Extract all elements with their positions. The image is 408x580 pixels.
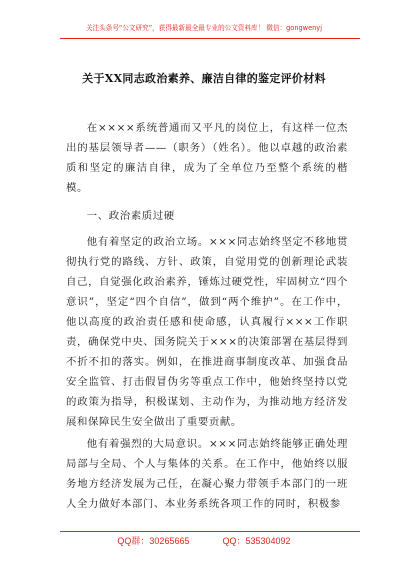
paragraph-overall-awareness: 他有着强烈的大局意识。×××同志始终能够正确处理局部与全局、个人与集体的关系。在工作中，他始终以服务地方经济发展为己任，在凝心聚力带领手本部门的一班人全力做好本部门、本业务系统各项工作的同时，积极参 bbox=[66, 438, 348, 510]
document-title: 关于XX同志政治素养、廉洁自律的鉴定评价材料 bbox=[82, 72, 326, 85]
paragraph-political-stance: 他有着坚定的政治立场。×××同志始终坚定不移地贯彻执行党的路线、方针、政策，自觉用党的创新理论武装自己，自觉强化政治素养，锤炼过硬党性，牢固树立“四个意识”，坚定“四个自信”，做到“两个维护”。在工作中，他以高度的政治责任感和使命感，认真履行×××工作职责，确保党中央、国务院关于×××的决策部署在基层得到不折不扣的落实。例如，在推进商事制度改革、加强食品安全监管、打击假冒伪劣等重点工作中，他始终坚持以党的政策为指导，积极谋划、主动作为，为推动地方经济发展和保障民生安全做出了重要贡献。 bbox=[66, 236, 348, 428]
footer-contact bbox=[0, 534, 408, 547]
section-heading-political: 一、政治素质过硬 bbox=[86, 210, 175, 222]
footer-qq-group: QQ群：30265665 bbox=[117, 536, 190, 546]
footer-divider bbox=[60, 531, 360, 532]
intro-paragraph: 在××××系统普通而又平凡的岗位上，有这样一位杰出的基层领导者——（职务）（姓名）。他以卓越的政治素质和坚定的廉洁自律，成为了全单位乃至整个系统的楷模。 bbox=[66, 122, 348, 194]
header-banner: 关注头条号“公文研究”，获得最新最全最专业的公文资料库！ 微信：gongwenyj bbox=[85, 24, 323, 32]
document-body bbox=[66, 118, 348, 514]
footer-qq-number: QQ：535304092 bbox=[222, 536, 291, 546]
header-divider bbox=[60, 38, 360, 39]
